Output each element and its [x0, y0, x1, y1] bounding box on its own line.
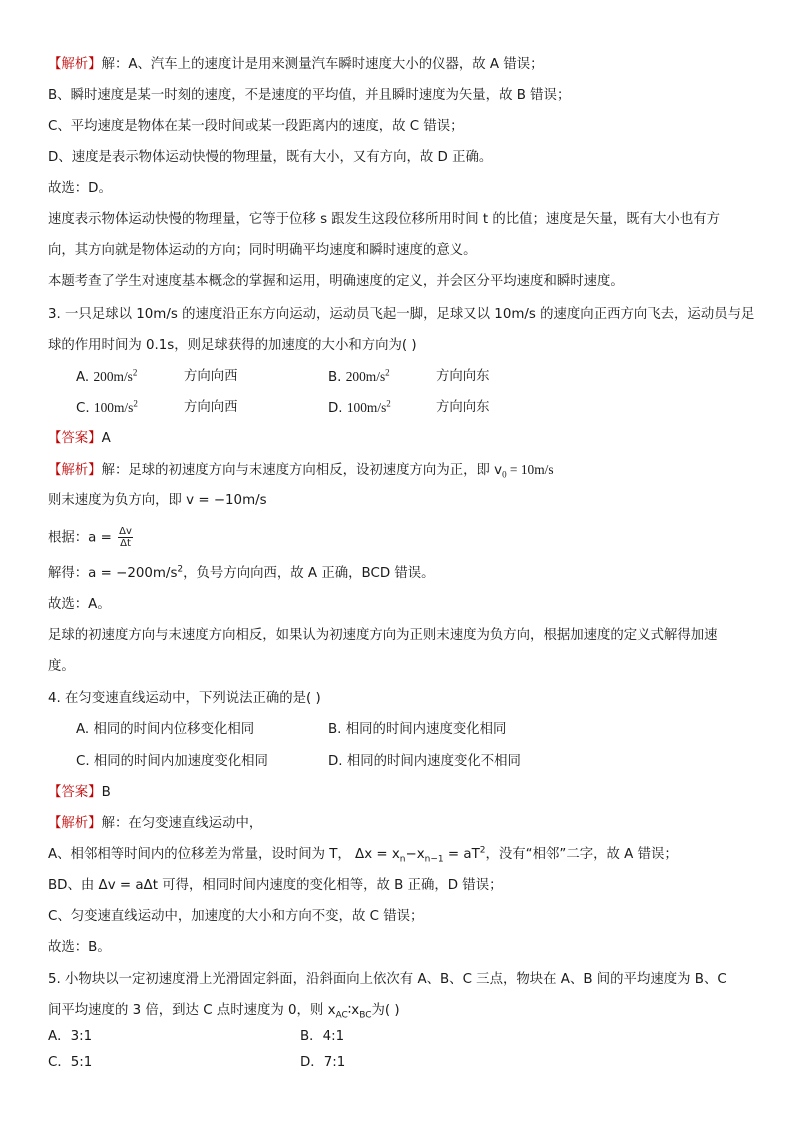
q3-option-d: D. $100m/s^2$	[328, 398, 391, 416]
q2-choice: 故选：D。	[48, 181, 112, 196]
q3-option-d-dir: 方向向东	[436, 400, 490, 415]
q3-option-a: A. $200m/s^2$	[76, 367, 138, 385]
q3-answer: 【答案】A	[48, 431, 111, 446]
q3-analysis-result: 解得：$a = -200m/s^2$，负号方向向西，故 A 正确，BCD 错误。	[48, 564, 435, 581]
q2-analysis-line2: B、瞬时速度是某一时刻的速度，不是速度的平均值，并且瞬时速度为矢量，故 B 错误；	[48, 88, 571, 103]
q3-comment-line1: 足球的初速度方向与末速度方向相反，如果认为初速度方向为正则末速度为负方向，根据加速度的定义式解得加速	[48, 628, 718, 643]
fraction: $\frac{\Delta v}{\Delta t}$	[119, 526, 132, 549]
q3-option-b: B. $200m/s^2$	[328, 367, 390, 385]
q4-analysis-line4: C、匀变速直线运动中，加速度的大小和方向不变，故 C 错误；	[48, 909, 424, 924]
q3-analysis-line2: 则末速度为负方向，即 v = −10m/s	[48, 493, 267, 508]
q4-option-c: C. 相同的时间内加速度变化相同	[76, 754, 268, 769]
q5-stem-line1: 5. 小物块以一定初速度滑上光滑固定斜面，沿斜面向上依次有 A、B、C 三点，物块在 A、B 间的平均速度为 B、C	[48, 972, 727, 987]
q4-analysis-line3: BD、由 Δv = aΔt 可得，相同时间内速度的变化相等，故 B 正确，D 错误；	[48, 878, 503, 893]
q2-analysis-line3: C、平均速度是物体在某一段时间或某一段距离内的速度，故 C 错误；	[48, 119, 464, 134]
q3-comment-line2: 度。	[48, 659, 75, 674]
q3-option-a-dir: 方向向西	[184, 369, 238, 384]
q4-analysis-line1: 【解析】解：在匀变速直线运动中，	[48, 816, 263, 831]
q3-stem-line2: 球的作用时间为 0.1s，则足球获得的加速度的大小和方向为( )	[48, 338, 417, 353]
q2-analysis-line4: D、速度是表示物体运动快慢的物理量，既有大小，又有方向，故 D 正确。	[48, 150, 493, 165]
q5-option-b: B．4:1	[300, 1029, 345, 1044]
q4-analysis-line2: A、相邻相等时间内的位移差为常量，设时间为 T， $\Delta x = x_n-x_{n-1} = aT^2$，没有“相邻”二字，故 A 错误；	[48, 845, 678, 865]
q5-option-a: A．3:1	[48, 1029, 93, 1044]
q2-comment-line3: 本题考查了学生对速度基本概念的掌握和运用，明确速度的定义，并会区分平均速度和瞬时速度。	[48, 274, 624, 289]
q4-option-d: D. 相同的时间内速度变化不相同	[328, 754, 521, 769]
q3-option-c-dir: 方向向西	[184, 400, 238, 415]
q2-comment-line2: 向，其方向就是物体运动的方向；同时明确平均速度和瞬时速度的意义。	[48, 243, 477, 258]
q3-analysis-line1: 【解析】解：足球的初速度方向与末速度方向相反，设初速度方向为正，即 $v_0 = 10m/s$	[48, 462, 554, 480]
q2-comment-line1: 速度表示物体运动快慢的物理量，它等于位移 s 跟发生这段位移所用时间 t 的比值；速度是矢量，既有大小也有方	[48, 212, 720, 227]
q4-option-a: A. 相同的时间内位移变化相同	[76, 722, 255, 737]
q3-option-c: C. $100m/s^2$	[76, 398, 138, 416]
q3-option-b-dir: 方向向东	[436, 369, 490, 384]
q4-option-b: B. 相同的时间内速度变化相同	[328, 722, 507, 737]
q3-stem-line1: 3. 一只足球以 10m/s 的速度沿正东方向运动，运动员飞起一脚，足球又以 10m/s 的速度向正西方向飞去，运动员与足	[48, 307, 755, 322]
q2-analysis-line1: 【解析】解：A、汽车上的速度计是用来测量汽车瞬时速度大小的仪器，故 A 错误；	[48, 57, 544, 72]
q4-answer: 【答案】B	[48, 785, 111, 800]
analysis-tag: 【解析】	[48, 57, 102, 72]
q3-choice: 故选：A。	[48, 597, 111, 612]
q4-stem: 4. 在匀变速直线运动中，下列说法正确的是( )	[48, 691, 321, 706]
q5-stem-line2: 间平均速度的 3 倍，到达 C 点时速度为 0，则 $x_{AC}∶x_{BC}$为( )	[48, 1003, 400, 1021]
q3-analysis-formula: 根据：a = $\frac{\Delta v}{\Delta t}$	[48, 526, 132, 549]
q4-choice: 故选：B。	[48, 940, 111, 955]
q5-option-c: C．5:1	[48, 1055, 93, 1070]
q5-option-d: D．7:1	[300, 1055, 346, 1070]
